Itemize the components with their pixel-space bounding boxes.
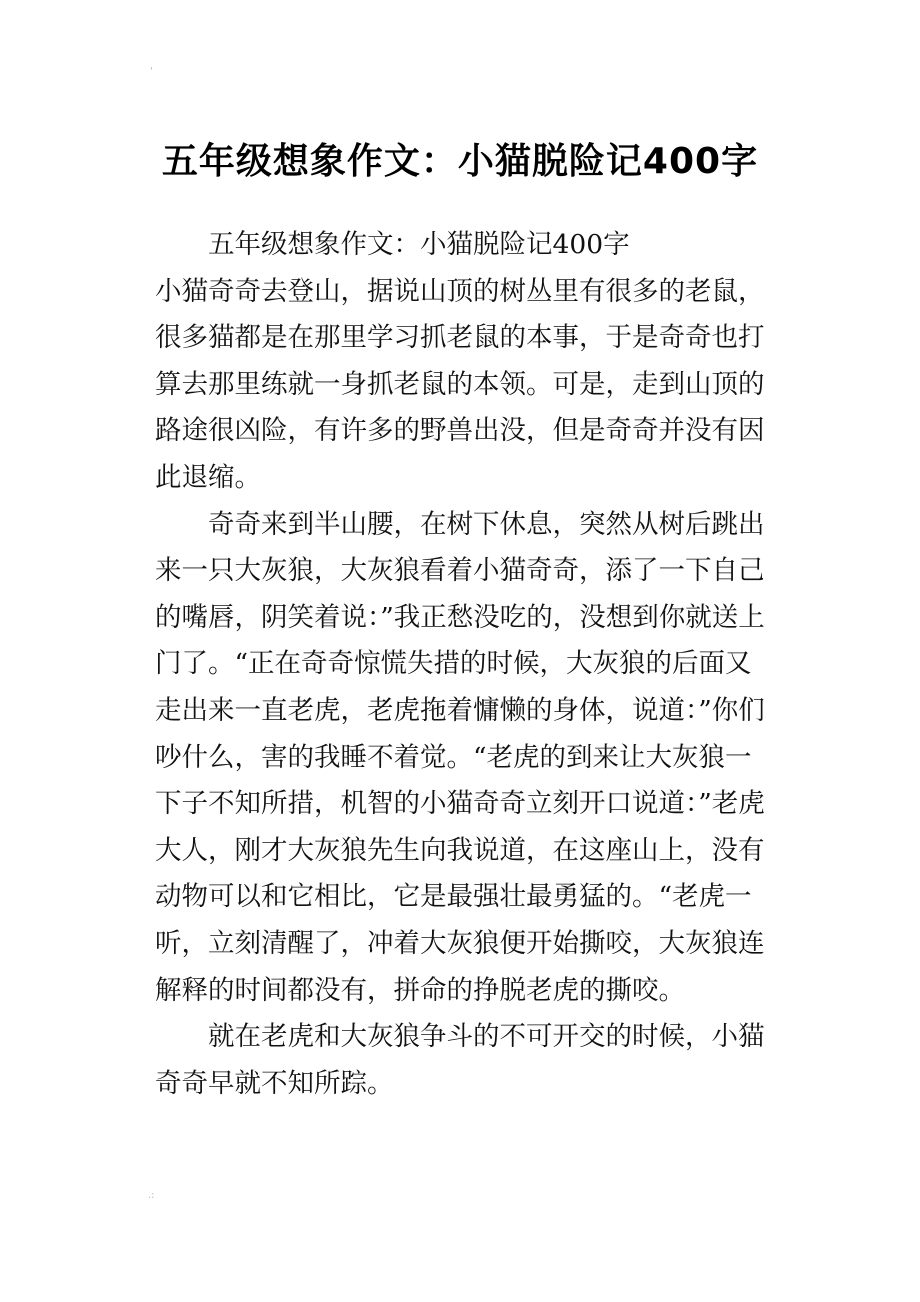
document-title: 五年级想象作文：小猫脱险记400字	[161, 141, 759, 183]
document-body	[155, 222, 775, 1107]
subtitle-line: 五年级想象作文：小猫脱险记400字	[208, 229, 630, 260]
paragraph-3: 就在老虎和大灰狼争斗的不可开交的时候，小猫奇奇早就不知所踪。	[155, 1021, 765, 1099]
paragraph-2: 奇奇来到半山腰，在树下休息，突然从树后跳出来一只大灰狼，大灰狼看着小猫奇奇，添了一下自己的嘴唇，阴笑着说：”我正愁没吃的，没想到你就送上门了。“正在奇奇惊慌失措的时候，大灰狼的后面又走出来一直老虎，老虎拖着慵懒的身体，说道：”你们吵什么，害的我睡不着觉。“老虎的到来让大灰狼一下子不知所措，机智的小猫奇奇立刻开口说道：”老虎大人，刚才大灰狼先生向我说道，在这座山上，没有动物可以和它相比，它是最强壮最勇猛的。“老虎一听，立刻清醒了，冲着大灰狼便开始撕咬，大灰狼连解释的时间都没有，拼命的挣脱老虎的撕咬。	[155, 508, 765, 1006]
corner-mark-bottom: .:	[148, 1190, 155, 1201]
paragraph-1: 小猫奇奇去登山，据说山顶的树丛里有很多的老鼠，很多猫都是在那里学习抓老鼠的本事，于是奇奇也打算去那里练就一身抓老鼠的本领。可是，走到山顶的路途很凶险，有许多的野兽出没，但是奇奇并没有因此退缩。	[155, 275, 765, 493]
corner-mark-top: '	[150, 66, 153, 77]
